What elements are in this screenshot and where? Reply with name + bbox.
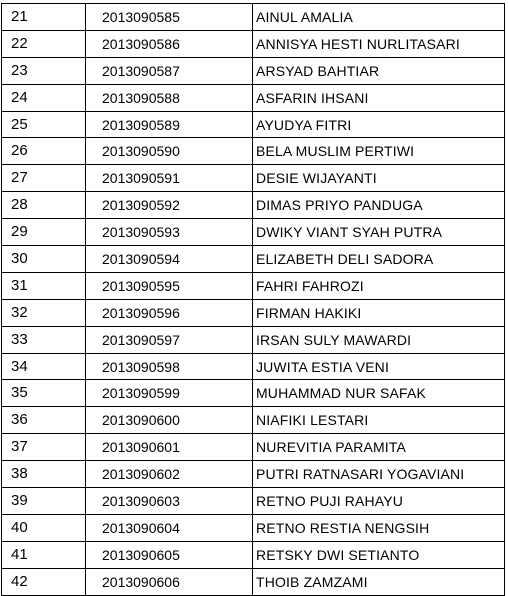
student-id-cell: 2013090599 [86, 380, 253, 407]
table-row [2, 192, 505, 219]
row-number-cell: 24 [2, 84, 86, 111]
student-name-cell: IRSAN SULY MAWARDI [253, 326, 505, 353]
student-id-cell: 2013090596 [86, 299, 253, 326]
row-number-cell: 23 [2, 57, 86, 84]
table-row [2, 246, 505, 273]
student-name-cell: RETNO PUJI RAHAYU [253, 488, 505, 515]
row-number-cell: 34 [2, 353, 86, 380]
student-name-cell: MUHAMMAD NUR SAFAK [253, 380, 505, 407]
row-number-cell: 33 [2, 326, 86, 353]
student-id-cell: 2013090589 [86, 111, 253, 138]
row-number-cell: 22 [2, 30, 86, 57]
student-name-cell: NUREVITIA PARAMITA [253, 434, 505, 461]
student-name-cell: RETNO RESTIA NENGSIH [253, 514, 505, 541]
student-table [1, 3, 505, 596]
student-name-cell: ASFARIN IHSANI [253, 84, 505, 111]
student-name-cell: DIMAS PRIYO PANDUGA [253, 192, 505, 219]
student-id-cell: 2013090605 [86, 541, 253, 568]
row-number-cell: 26 [2, 138, 86, 165]
student-id-cell: 2013090593 [86, 219, 253, 246]
table-row [2, 57, 505, 84]
table-row [2, 407, 505, 434]
table-row [2, 353, 505, 380]
student-id-cell: 2013090585 [86, 4, 253, 31]
student-id-cell: 2013090603 [86, 488, 253, 515]
table-row [2, 30, 505, 57]
row-number-cell: 31 [2, 272, 86, 299]
table-row [2, 138, 505, 165]
row-number-cell: 28 [2, 192, 86, 219]
student-id-cell: 2013090586 [86, 30, 253, 57]
student-table-body [2, 4, 505, 596]
student-id-cell: 2013090587 [86, 57, 253, 84]
student-id-cell: 2013090606 [86, 568, 253, 595]
student-name-cell: BELA MUSLIM PERTIWI [253, 138, 505, 165]
row-number-cell: 40 [2, 514, 86, 541]
student-id-cell: 2013090602 [86, 461, 253, 488]
student-id-cell: 2013090600 [86, 407, 253, 434]
student-name-cell: JUWITA ESTIA VENI [253, 353, 505, 380]
table-row [2, 514, 505, 541]
row-number-cell: 30 [2, 246, 86, 273]
row-number-cell: 41 [2, 541, 86, 568]
table-row [2, 299, 505, 326]
student-id-cell: 2013090601 [86, 434, 253, 461]
student-id-cell: 2013090591 [86, 165, 253, 192]
student-name-cell: ELIZABETH DELI SADORA [253, 246, 505, 273]
table-row [2, 541, 505, 568]
student-name-cell: RETSKY DWI SETIANTO [253, 541, 505, 568]
table-row [2, 165, 505, 192]
table-row [2, 219, 505, 246]
student-id-cell: 2013090594 [86, 246, 253, 273]
table-row [2, 272, 505, 299]
student-name-cell: ARSYAD BAHTIAR [253, 57, 505, 84]
table-row [2, 84, 505, 111]
student-name-cell: DESIE WIJAYANTI [253, 165, 505, 192]
student-name-cell: NIAFIKI LESTARI [253, 407, 505, 434]
student-name-cell: FIRMAN HAKIKI [253, 299, 505, 326]
row-number-cell: 37 [2, 434, 86, 461]
row-number-cell: 25 [2, 111, 86, 138]
student-name-cell: THOIB ZAMZAMI [253, 568, 505, 595]
row-number-cell: 38 [2, 461, 86, 488]
student-id-cell: 2013090590 [86, 138, 253, 165]
row-number-cell: 35 [2, 380, 86, 407]
table-row [2, 326, 505, 353]
row-number-cell: 27 [2, 165, 86, 192]
table-row [2, 4, 505, 31]
student-name-cell: FAHRI FAHROZI [253, 272, 505, 299]
student-name-cell: AYUDYA FITRI [253, 111, 505, 138]
row-number-cell: 39 [2, 488, 86, 515]
row-number-cell: 32 [2, 299, 86, 326]
student-name-cell: ANNISYA HESTI NURLITASARI [253, 30, 505, 57]
row-number-cell: 29 [2, 219, 86, 246]
table-row [2, 488, 505, 515]
table-row [2, 461, 505, 488]
row-number-cell: 36 [2, 407, 86, 434]
student-id-cell: 2013090595 [86, 272, 253, 299]
row-number-cell: 21 [2, 4, 86, 31]
student-name-cell: PUTRI RATNASARI YOGAVIANI [253, 461, 505, 488]
row-number-cell: 42 [2, 568, 86, 595]
student-id-cell: 2013090604 [86, 514, 253, 541]
student-id-cell: 2013090597 [86, 326, 253, 353]
table-row [2, 434, 505, 461]
student-id-cell: 2013090592 [86, 192, 253, 219]
student-name-cell: DWIKY VIANT SYAH PUTRA [253, 219, 505, 246]
table-row [2, 568, 505, 595]
student-id-cell: 2013090598 [86, 353, 253, 380]
student-id-cell: 2013090588 [86, 84, 253, 111]
student-name-cell: AINUL AMALIA [253, 4, 505, 31]
table-row [2, 111, 505, 138]
table-row [2, 380, 505, 407]
